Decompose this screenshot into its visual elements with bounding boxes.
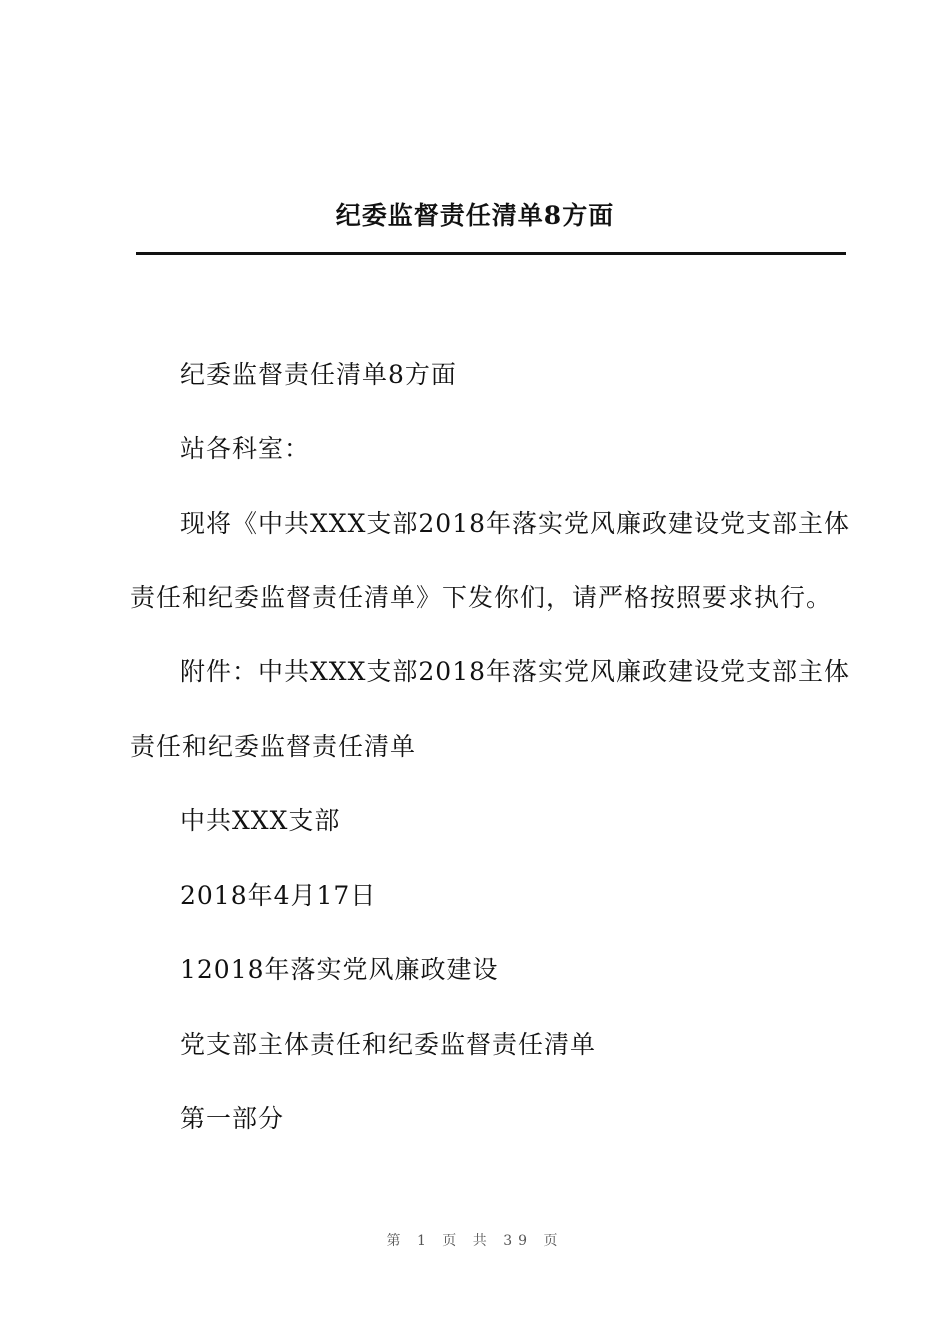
body-paragraph-2: 站各科室： bbox=[180, 434, 311, 463]
title-divider bbox=[136, 252, 846, 255]
document-title: 纪委监督责任清单8方面 bbox=[335, 201, 615, 230]
body-paragraph-4: 责任和纪委监督责任清单》下发你们，请严格按照要求执行。 bbox=[130, 583, 833, 612]
body-paragraph-3: 现将《中共XXX支部2018年落实党风廉政建设党支部主体 bbox=[180, 509, 851, 538]
body-paragraph-11: 第一部分 bbox=[180, 1104, 285, 1133]
body-paragraph-6: 责任和纪委监督责任清单 bbox=[130, 732, 417, 761]
body-paragraph-9: 12018年落实党风廉政建设 bbox=[180, 955, 499, 984]
body-paragraph-8: 2018年4月17日 bbox=[180, 881, 377, 910]
body-paragraph-5: 附件：中共XXX支部2018年落实党风廉政建设党支部主体 bbox=[180, 657, 851, 686]
body-paragraph-1: 纪委监督责任清单8方面 bbox=[180, 360, 457, 389]
page-footer: 第 1 页 共 39 页 bbox=[386, 1233, 564, 1249]
body-paragraph-7: 中共XXX支部 bbox=[180, 806, 341, 835]
body-paragraph-10: 党支部主体责任和纪委监督责任清单 bbox=[180, 1030, 597, 1059]
